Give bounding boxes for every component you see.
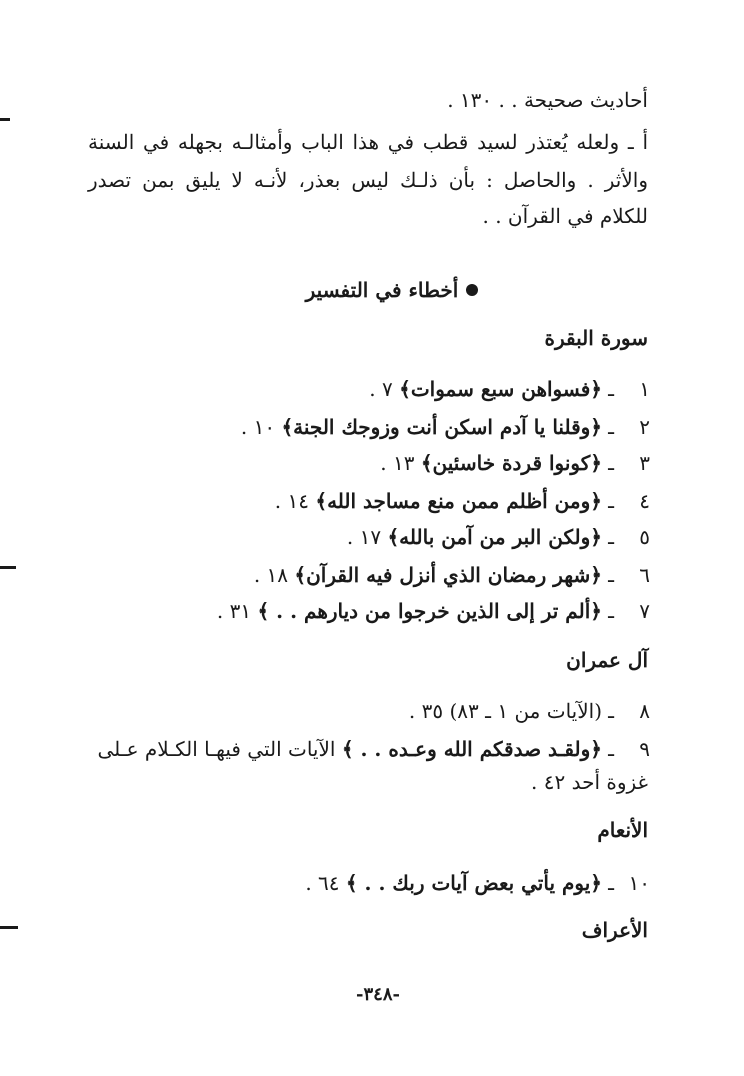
item-number: ٣	[639, 451, 650, 475]
page-ref: ١٠ .	[240, 415, 282, 439]
list-item: ١٠ـ﴿يوم يأتي بعض آيات ربك . . ﴾ ٦٤ .	[305, 866, 650, 900]
verse-text: ﴿شهر رمضان الذي أنزل فيه القرآن﴾	[294, 563, 602, 587]
intro-line-2: أ ـ ولعله يُعتذر لسيد قطب في هذا الباب وأمثالـه بجهله في السنة	[88, 130, 648, 154]
page-ref: ١٤ .	[274, 489, 316, 513]
item-number: ٧	[639, 599, 650, 623]
page-ref: ١٧ .	[346, 525, 388, 549]
page-ref: الآيات التي فيهـا الكـلام عـلى	[97, 737, 342, 761]
item-number: ٥	[639, 525, 650, 549]
page-ref: (الآيات من ١ ـ ٨٣) ٣٥ .	[408, 699, 602, 723]
item-number: ٩	[639, 737, 650, 761]
verse-text: ﴿وقلنا يا آدم اسكن أنت وزوجك الجنة﴾	[281, 415, 602, 439]
verse-text: ﴿يوم يأتي بعض آيات ربك . . ﴾	[345, 871, 602, 895]
list-item: ١ـ﴿فسواهن سبع سموات﴾ ٧ .	[369, 372, 650, 406]
list-item: ٦ـ﴿شهر رمضان الذي أنزل فيه القرآن﴾ ١٨ .	[254, 558, 650, 592]
intro-line-3: والأثر . والحاصل : بأن ذلـك ليس بعذر، لأنـه لا يليق بمن تصدر	[88, 168, 648, 192]
surah-heading-baqara: سورة البقرة	[544, 326, 648, 350]
verse-text: ﴿ولكن البر من آمن بالله﴾	[387, 525, 602, 549]
margin-mark-middle	[0, 566, 16, 569]
list-item: ٩ـ﴿ولقـد صدقكم الله وعـده . . ﴾ الآيات التي فيهـا الكـلام عـلى	[97, 732, 650, 766]
surah-heading-anam: الأنعام	[597, 818, 648, 842]
item-number: ٢	[639, 415, 650, 439]
page-ref: ٣١ .	[216, 599, 258, 623]
verse-text: ﴿ألم تر إلى الذين خرجوا من ديارهم . . ﴾	[257, 599, 602, 623]
list-item: ٧ـ﴿ألم تر إلى الذين خرجوا من ديارهم . . ﴾ ٣١ .	[217, 594, 650, 628]
list-item: ٤ـ﴿ومن أظلم ممن منع مساجد الله﴾ ١٤ .	[275, 484, 650, 518]
list-item: ٣ـ﴿كونوا قردة خاسئين﴾ ١٣ .	[380, 446, 650, 480]
section-heading-text: أخطاء في التفسير	[305, 278, 459, 302]
item-number: ١٠	[628, 871, 650, 895]
section-heading	[0, 274, 744, 306]
page-ref: ٧ .	[369, 377, 400, 401]
margin-mark-bottom	[0, 926, 18, 929]
page-number: -٣٤٨-	[356, 984, 400, 1005]
item-9-continuation: غزوة أحد ٤٢ .	[531, 770, 648, 794]
margin-mark-top	[0, 118, 10, 121]
page-ref: ١٨ .	[253, 563, 295, 587]
list-item: ٨ـ(الآيات من ١ ـ ٨٣) ٣٥ .	[409, 694, 650, 728]
item-number: ١	[639, 377, 650, 401]
item-number: ٨	[639, 699, 650, 723]
item-number: ٦	[639, 563, 650, 587]
verse-text: ﴿ومن أظلم ممن منع مساجد الله﴾	[315, 489, 602, 513]
verse-text: ﴿فسواهن سبع سموات﴾	[399, 377, 602, 401]
intro-line-1: أحاديث صحيحة . . ١٣٠ .	[447, 88, 648, 112]
surah-heading-imran: آل عمران	[566, 648, 648, 672]
verse-text: ﴿كونوا قردة خاسئين﴾	[420, 451, 602, 475]
page-ref: ١٣ .	[380, 451, 421, 475]
item-number: ٤	[639, 489, 650, 513]
bullet-icon	[466, 284, 478, 296]
verse-text: ﴿ولقـد صدقكم الله وعـده . . ﴾	[341, 737, 602, 761]
list-item: ٥ـ﴿ولكن البر من آمن بالله﴾ ١٧ .	[347, 520, 650, 554]
surah-heading-araf: الأعراف	[581, 918, 648, 942]
page-ref: ٦٤ .	[305, 871, 346, 895]
list-item: ٢ـ﴿وقلنا يا آدم اسكن أنت وزوجك الجنة﴾ ١٠ .	[241, 410, 650, 444]
intro-line-4: للكلام في القرآن . .	[482, 204, 648, 228]
